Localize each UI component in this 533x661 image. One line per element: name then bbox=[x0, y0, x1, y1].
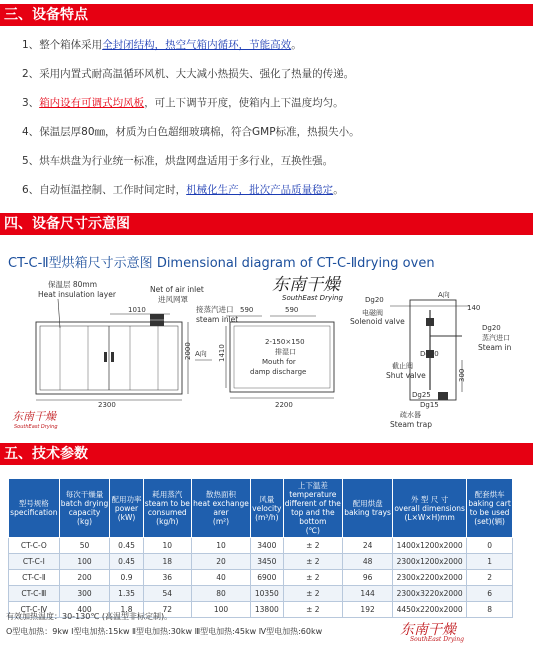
table-header-cell: 配用烘盘 baking trays bbox=[343, 479, 393, 538]
feature-number: 5、 bbox=[22, 155, 40, 167]
table-cell: 400 bbox=[59, 602, 110, 618]
table-cell: 3400 bbox=[251, 538, 284, 554]
table-row bbox=[9, 586, 513, 602]
table-header-cell: 耗用蒸汽 steam to be consumed (kg/h) bbox=[143, 479, 191, 538]
feature-text: 烘车烘盘为行业统一标准，烘盘网盘适用于多行业，互换性强。 bbox=[39, 155, 334, 167]
label-trap-cn: 疏水器 bbox=[400, 411, 421, 419]
table-cell: 8 bbox=[467, 602, 513, 618]
table-cell: 80 bbox=[191, 586, 250, 602]
table-cell: 24 bbox=[343, 538, 393, 554]
label-dg20-c: Dg20 bbox=[420, 350, 439, 358]
label-insulation-en: Heat insulation layer bbox=[38, 290, 116, 299]
feature-number: 4、 bbox=[22, 126, 40, 138]
table-header-cell: 型号规格 specification bbox=[9, 479, 60, 538]
label-dg20-b: Dg20 bbox=[482, 324, 501, 332]
feature-text: 采用内置式耐高温循环风机、大大减小热损失、强化了热量的传递。 bbox=[39, 68, 355, 80]
feature-number: 6、 bbox=[22, 184, 40, 196]
table-header-cell: 配用功率 power (kW) bbox=[110, 479, 143, 538]
spec-table bbox=[8, 478, 513, 618]
dim-1010: 1010 bbox=[128, 306, 146, 314]
table-cell: 48 bbox=[343, 554, 393, 570]
table-cell: 192 bbox=[343, 602, 393, 618]
table-cell: CT-C-Ⅱ bbox=[9, 570, 60, 586]
label-steam-inlet-cn: 接蒸汽进口 bbox=[196, 305, 234, 314]
table-cell: 54 bbox=[143, 586, 191, 602]
dim-590-b: 590 bbox=[285, 306, 299, 314]
label-insulation-cn: 保温层 80mm bbox=[48, 280, 98, 289]
table-cell: 100 bbox=[59, 554, 110, 570]
table-header-cell: 外 型 尺 寸 overall dimensions (L×W×H)mm bbox=[393, 479, 467, 538]
dim-590-a: 590 bbox=[240, 306, 254, 314]
label-solenoid-en: Solenoid valve bbox=[350, 317, 405, 326]
table-cell: 0.45 bbox=[110, 538, 143, 554]
table-header-cell: 配套烘车 baking cart to be used (set)(辆) bbox=[467, 479, 513, 538]
label-air-inlet-en: Net of air inlet bbox=[150, 285, 204, 294]
table-cell: 2 bbox=[467, 570, 513, 586]
footer-logo-en: SouthEast Drying bbox=[410, 636, 464, 643]
table-cell: ± 2 bbox=[283, 570, 343, 586]
table-cell: 1 bbox=[467, 554, 513, 570]
table-cell: 6 bbox=[467, 586, 513, 602]
feature-text: 整个箱体采用 bbox=[39, 39, 103, 51]
label-a-direction-2: A向 bbox=[438, 291, 450, 299]
table-cell: 6900 bbox=[251, 570, 284, 586]
label-mouth-en: Mouth for bbox=[262, 358, 296, 366]
label-dg15: Dg15 bbox=[420, 401, 439, 409]
feature-text: 保温层厚80㎜，材质为白色超细玻璃棉，符合GMP标准，热损失小。 bbox=[39, 126, 360, 138]
dim-2200: 2200 bbox=[275, 401, 293, 409]
table-cell: 18 bbox=[143, 554, 191, 570]
table-cell: 10 bbox=[143, 538, 191, 554]
table-cell: 0.9 bbox=[110, 570, 143, 586]
table-cell: 1.35 bbox=[110, 586, 143, 602]
table-cell: 144 bbox=[343, 586, 393, 602]
table-cell: 1.8 bbox=[110, 602, 143, 618]
table-cell: ± 2 bbox=[283, 538, 343, 554]
label-dg20-a: Dg20 bbox=[365, 296, 384, 304]
label-steam-inlet-en: steam inlet bbox=[196, 315, 239, 324]
table-cell: ± 2 bbox=[283, 602, 343, 618]
table-cell: 96 bbox=[343, 570, 393, 586]
table-cell: 3450 bbox=[251, 554, 284, 570]
table-cell: CT-C-Ⅰ bbox=[9, 554, 60, 570]
label-steam-in-cn: 蒸汽进口 bbox=[482, 334, 510, 342]
label-solenoid-cn: 电磁阀 bbox=[362, 309, 383, 317]
brand-logo-en: SouthEast Drying bbox=[282, 294, 343, 302]
table-cell: 40 bbox=[191, 570, 250, 586]
table-row bbox=[9, 538, 513, 554]
label-shut-cn: 截止阀 bbox=[392, 362, 413, 370]
table-header-row bbox=[9, 479, 513, 538]
table-cell: 100 bbox=[191, 602, 250, 618]
label-mouth-cn: 排湿口 bbox=[275, 348, 296, 356]
feature-item bbox=[22, 66, 354, 81]
label-steam-in-en: Steam in bbox=[478, 343, 512, 352]
table-cell: CT-C-Ⅳ bbox=[9, 602, 60, 618]
dim-140: 140 bbox=[467, 304, 481, 312]
feature-item bbox=[22, 124, 360, 139]
footer-logo-cn: 东南干燥 bbox=[400, 622, 456, 638]
table-cell: 10350 bbox=[251, 586, 284, 602]
feature-link[interactable]: 箱内设有可调式均风板 bbox=[39, 97, 145, 109]
table-cell: 2300x3220x2000 bbox=[393, 586, 467, 602]
label-trap-en: Steam trap bbox=[390, 420, 432, 429]
dim-2000: 2000 bbox=[184, 342, 192, 360]
feature-text: 自动恒温控制、工作时间定时， bbox=[39, 184, 187, 196]
feature-text-suffix: 。 bbox=[291, 39, 302, 51]
table-body bbox=[9, 538, 513, 618]
label-a-direction-1: A向 bbox=[195, 350, 207, 358]
table-cell: 13800 bbox=[251, 602, 284, 618]
feature-item bbox=[22, 95, 344, 110]
table-row bbox=[9, 554, 513, 570]
table-cell: 10 bbox=[191, 538, 250, 554]
feature-number: 3、 bbox=[22, 97, 40, 109]
table-cell: 200 bbox=[59, 570, 110, 586]
table-cell: 50 bbox=[59, 538, 110, 554]
table-cell: CT-C-Ⅲ bbox=[9, 586, 60, 602]
table-header-cell: 散热面积 heat exchange arer (m²) bbox=[191, 479, 250, 538]
feature-link[interactable]: 机械化生产，批次产品质量稳定 bbox=[186, 184, 334, 196]
table-cell: 0.45 bbox=[110, 554, 143, 570]
feature-item bbox=[22, 182, 344, 197]
note-power: O型电加热：9kw Ⅰ型电加热:15kw Ⅱ型电加热:30kw Ⅲ型电加热:45kw Ⅳ型电加热:60kw bbox=[6, 627, 323, 636]
feature-item bbox=[22, 37, 302, 52]
label-shut-en: Shut valve bbox=[386, 371, 426, 380]
table-cell: 1400x1200x2000 bbox=[393, 538, 467, 554]
table-cell: 4450x2200x2000 bbox=[393, 602, 467, 618]
table-cell: 36 bbox=[143, 570, 191, 586]
table-cell: ± 2 bbox=[283, 554, 343, 570]
feature-link[interactable]: 全封闭结构，热空气箱内循环，节能高效 bbox=[102, 39, 292, 51]
section-title-params: 五、技术参数 bbox=[0, 443, 533, 465]
label-mouth-en2: damp discharge bbox=[250, 368, 307, 376]
table-cell: 72 bbox=[143, 602, 191, 618]
table-cell: 0 bbox=[467, 538, 513, 554]
table-header-cell: 每次干燥量 batch drying capacity (kg) bbox=[59, 479, 110, 538]
table-cell: 2300x2200x2000 bbox=[393, 570, 467, 586]
watermark-logo-cn: 东南干燥 bbox=[12, 410, 56, 423]
label-mouth-size: 2-150×150 bbox=[265, 338, 305, 346]
note-temperature: 有效加热温度：30-130℃ (高温型非标定制)。 bbox=[6, 612, 173, 621]
table-cell: 20 bbox=[191, 554, 250, 570]
table-header-cell: 上下温差 temperature different of the top and the bottom (℃) bbox=[283, 479, 343, 538]
feature-text-suffix: 。 bbox=[333, 184, 344, 196]
dimensional-diagram bbox=[0, 270, 533, 435]
table-cell: 300 bbox=[59, 586, 110, 602]
brand-logo-cn: 东南干燥 bbox=[272, 275, 340, 295]
table-cell: CT-C-O bbox=[9, 538, 60, 554]
feature-number: 2、 bbox=[22, 68, 40, 80]
table-row bbox=[9, 570, 513, 586]
dim-1410: 1410 bbox=[218, 344, 226, 362]
section-title-features: 三、设备特点 bbox=[0, 4, 533, 26]
feature-text-suffix: ，可上下调节开度，使箱内上下温度均匀。 bbox=[144, 97, 344, 109]
label-dg25: Dg25 bbox=[412, 391, 431, 399]
feature-item bbox=[22, 153, 333, 168]
diagram-title: CT-C-Ⅱ型烘箱尺寸示意图 Dimensional diagram of CT-C-Ⅱdrying oven bbox=[8, 256, 435, 271]
label-air-inlet-cn: 进风网罩 bbox=[158, 295, 188, 304]
feature-number: 1、 bbox=[22, 39, 40, 51]
dim-300: 300 bbox=[458, 368, 466, 382]
watermark-logo-en: SouthEast Drying bbox=[14, 424, 58, 430]
table-cell: ± 2 bbox=[283, 586, 343, 602]
section-title-dimensions: 四、设备尺寸示意图 bbox=[0, 213, 533, 235]
dim-2300: 2300 bbox=[98, 401, 116, 409]
table-header-cell: 风量 velocity (m³/h) bbox=[251, 479, 284, 538]
table-cell: 2300x1200x2000 bbox=[393, 554, 467, 570]
